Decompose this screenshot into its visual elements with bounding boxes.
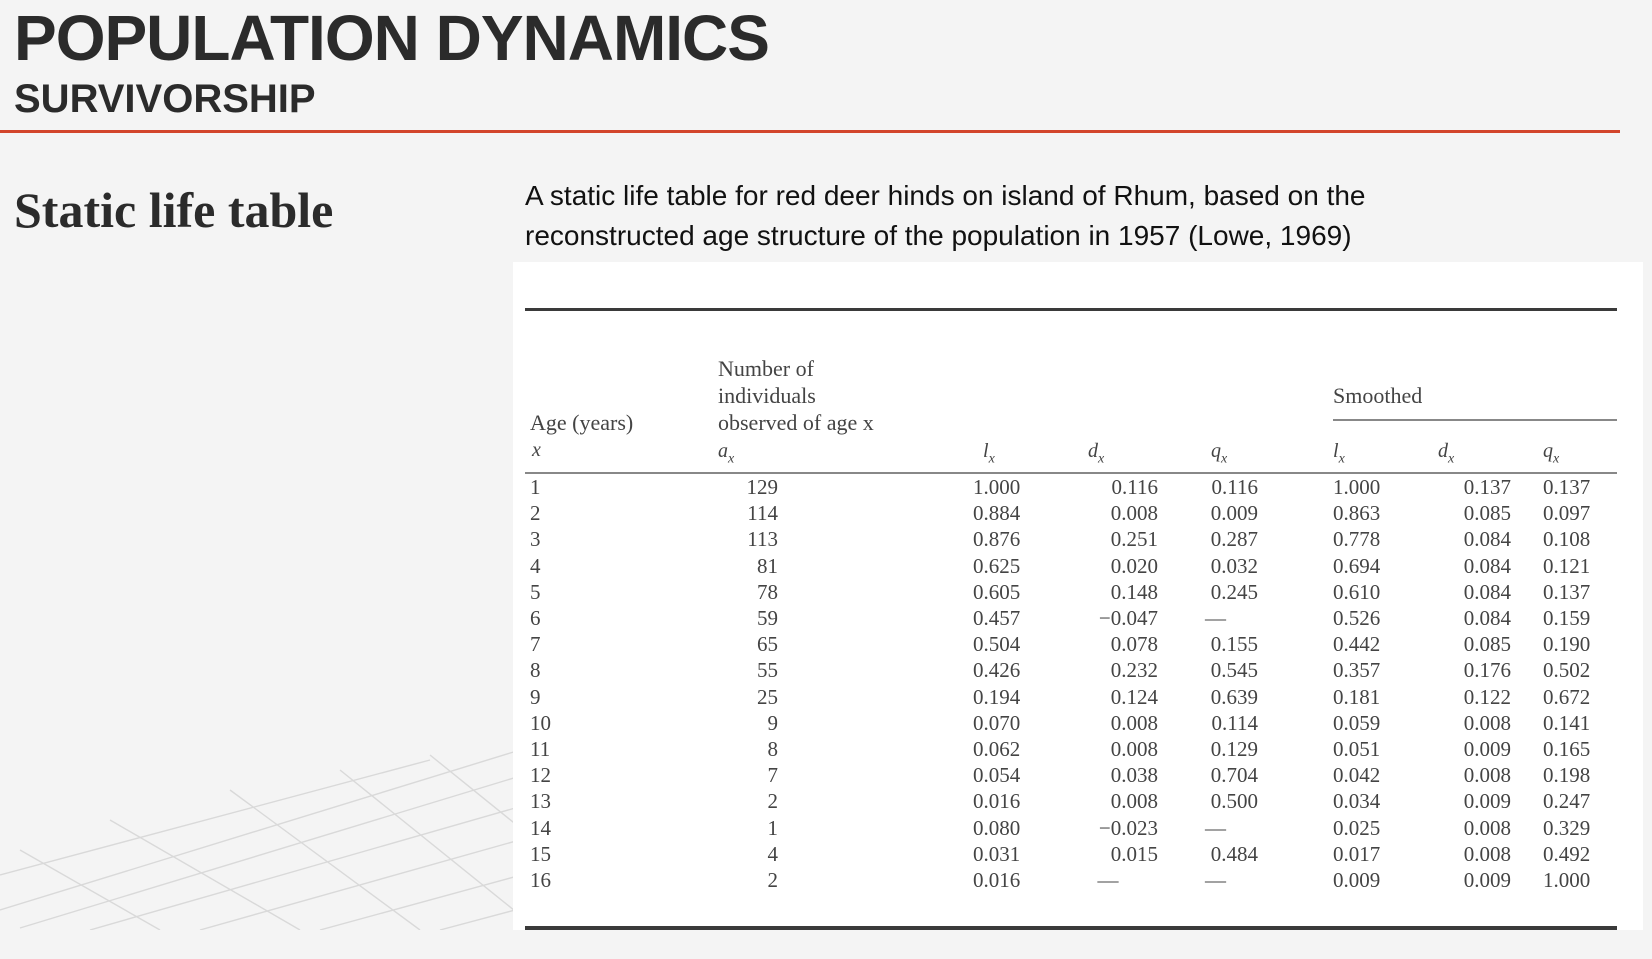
header-number-line1: Number of: [718, 356, 814, 381]
table-caption-line-1: A static life table for red deer hinds on island of Rhum, based on the: [525, 180, 1366, 211]
header-ax: [718, 437, 734, 472]
header-smoothed-qx-subscript: x: [1553, 451, 1560, 467]
cell-ax: 1: [767, 815, 778, 840]
cell-smoothed-lx: 0.778: [1333, 527, 1381, 552]
cell-qx: —: [1205, 868, 1226, 892]
cell-smoothed-dx: 0.008: [1463, 763, 1511, 788]
header-smoothed-lx-subscript: x: [1338, 451, 1345, 467]
header-ax-symbol: a: [718, 440, 728, 462]
cell-smoothed-dx: 0.008: [1463, 841, 1511, 866]
cell-age: 10: [530, 710, 551, 735]
cell-age: 7: [530, 632, 541, 657]
header-lx-subscript: x: [988, 451, 995, 467]
cell-age: 4: [530, 553, 541, 578]
cell-qx: 0.114: [1211, 710, 1258, 735]
cell-smoothed-dx: 0.008: [1463, 815, 1511, 840]
title-divider: [0, 130, 1620, 133]
header-dx-symbol: d: [1088, 440, 1098, 462]
cell-age: 11: [530, 737, 551, 761]
cell-ax: 25: [757, 684, 778, 709]
cell-age: 6: [530, 606, 541, 630]
cell-ax: 65: [757, 632, 778, 657]
cell-dx: 0.078: [1110, 632, 1158, 657]
page-title: POPULATION DYNAMICS: [14, 2, 769, 74]
cell-smoothed-dx: 0.176: [1463, 658, 1511, 683]
cell-age: 3: [530, 527, 541, 552]
cell-qx: 0.155: [1210, 632, 1258, 657]
cell-smoothed-lx: 0.694: [1333, 553, 1381, 578]
cell-lx: 1.000: [973, 475, 1021, 499]
cell-smoothed-dx: 0.084: [1463, 527, 1511, 552]
cell-smoothed-qx: 0.190: [1543, 632, 1591, 657]
cell-qx: 0.129: [1210, 737, 1258, 761]
cell-ax: 55: [757, 658, 778, 683]
cell-smoothed-lx: 0.442: [1333, 632, 1381, 657]
cell-age: 15: [530, 841, 551, 866]
header-ax-subscript: x: [728, 451, 735, 467]
cell-lx: 0.054: [973, 763, 1021, 788]
cell-smoothed-dx: 0.137: [1463, 475, 1511, 499]
cell-lx: 0.504: [973, 632, 1021, 657]
cell-ax: 81: [757, 553, 778, 578]
section-heading: Static life table: [14, 182, 334, 238]
header-lx-symbol: l: [983, 440, 989, 462]
cell-age: 2: [530, 501, 541, 526]
cell-lx: 0.884: [973, 501, 1021, 526]
cell-smoothed-qx: 0.247: [1543, 789, 1591, 814]
cell-qx: 0.500: [1210, 789, 1258, 814]
header-number-line3: observed of age x: [718, 410, 874, 435]
cell-smoothed-qx: 0.492: [1543, 841, 1591, 866]
header-smoothed-dx-symbol: d: [1438, 440, 1448, 462]
page-subtitle: SURVIVORSHIP: [14, 77, 316, 121]
smoothed-underline: [1333, 419, 1617, 421]
cell-ax: 7: [767, 763, 778, 788]
header-qx-symbol: q: [1211, 440, 1221, 462]
cell-age: 14: [530, 815, 551, 840]
cell-lx: 0.876: [973, 527, 1021, 552]
cell-smoothed-qx: 0.502: [1543, 658, 1591, 683]
cell-qx: 0.639: [1210, 684, 1258, 709]
cell-smoothed-dx: 0.009: [1463, 868, 1511, 892]
cell-smoothed-qx: 0.141: [1543, 710, 1591, 735]
header-dx-subscript: x: [1098, 451, 1105, 467]
cell-smoothed-lx: 0.059: [1333, 710, 1381, 735]
cell-qx: 0.009: [1210, 501, 1258, 526]
table-bottom-rule: [525, 926, 1617, 930]
header-number-line2: individuals: [718, 383, 816, 408]
cell-smoothed-lx: 1.000: [1333, 475, 1381, 499]
cell-smoothed-qx: 0.672: [1543, 684, 1591, 709]
cell-age: 8: [530, 658, 541, 683]
cell-lx: 0.080: [973, 815, 1021, 840]
cell-lx: 0.426: [973, 658, 1021, 683]
cell-smoothed-qx: 0.137: [1543, 579, 1591, 604]
header-smoothed-qx-symbol: q: [1543, 440, 1553, 462]
cell-smoothed-qx: 0.198: [1543, 763, 1591, 788]
cell-lx: 0.016: [973, 789, 1021, 814]
cell-lx: 0.062: [973, 737, 1021, 761]
cell-smoothed-qx: 0.121: [1543, 553, 1591, 578]
cell-dx: 0.148: [1110, 579, 1158, 604]
cell-smoothed-dx: 0.008: [1463, 710, 1511, 735]
cell-qx: 0.545: [1210, 658, 1258, 683]
header-age: Age (years): [530, 410, 634, 435]
cell-qx: 0.245: [1210, 579, 1258, 604]
cell-smoothed-qx: 0.097: [1543, 501, 1591, 526]
cell-smoothed-lx: 0.357: [1333, 658, 1381, 683]
cell-lx: 0.457: [973, 606, 1021, 630]
cell-dx: 0.008: [1110, 710, 1158, 735]
cell-smoothed-lx: 0.009: [1333, 868, 1381, 892]
header-qx-subscript: x: [1221, 451, 1228, 467]
header-smoothed-dx: [1438, 437, 1454, 472]
header-smoothed-lx: [1333, 437, 1345, 472]
cell-dx: 0.038: [1110, 763, 1158, 788]
cell-age: 13: [530, 789, 551, 814]
cell-smoothed-lx: 0.042: [1333, 763, 1381, 788]
cell-qx: 0.484: [1210, 841, 1258, 866]
life-table: [513, 262, 1643, 930]
cell-ax: 2: [767, 868, 778, 892]
cell-ax: 4: [767, 841, 778, 866]
cell-smoothed-qx: 0.108: [1543, 527, 1591, 552]
cell-smoothed-dx: 0.009: [1463, 737, 1511, 761]
cell-smoothed-dx: 0.122: [1463, 684, 1511, 709]
cell-smoothed-qx: 1.000: [1543, 868, 1591, 892]
cell-lx: 0.016: [973, 868, 1021, 892]
cell-ax: 9: [767, 710, 778, 735]
cell-smoothed-lx: 0.025: [1333, 815, 1381, 840]
header-dx: [1088, 437, 1104, 472]
cell-smoothed-dx: 0.085: [1463, 632, 1511, 657]
cell-lx: 0.605: [973, 579, 1021, 604]
cell-age: 16: [530, 868, 551, 892]
cell-smoothed-qx: 0.159: [1543, 606, 1591, 630]
cell-age: 12: [530, 763, 551, 788]
cell-ax: 78: [757, 579, 778, 604]
cell-smoothed-qx: 0.165: [1543, 737, 1591, 761]
cell-dx: 0.124: [1110, 684, 1158, 709]
cell-dx: 0.008: [1110, 501, 1158, 526]
cell-dx: 0.008: [1110, 789, 1158, 814]
cell-qx: —: [1205, 815, 1226, 840]
table-caption-line-2: reconstructed age structure of the population in 1957 (Lowe, 1969): [525, 220, 1352, 251]
cell-smoothed-qx: 0.329: [1543, 815, 1591, 840]
cell-ax: 8: [767, 737, 778, 761]
cell-smoothed-lx: 0.051: [1333, 737, 1381, 761]
cell-lx: 0.625: [973, 553, 1021, 578]
cell-smoothed-lx: 0.610: [1333, 579, 1381, 604]
cell-smoothed-lx: 0.526: [1333, 606, 1381, 630]
header-lx: [983, 437, 995, 472]
cell-age: 1: [530, 475, 541, 499]
cell-qx: 0.032: [1210, 553, 1258, 578]
cell-qx: 0.704: [1210, 763, 1258, 788]
cell-lx: 0.031: [973, 841, 1021, 866]
cell-smoothed-dx: 0.084: [1463, 579, 1511, 604]
cell-smoothed-lx: 0.863: [1333, 501, 1381, 526]
cell-lx: 0.070: [973, 710, 1021, 735]
cell-dx: 0.251: [1110, 527, 1158, 552]
cell-dx: 0.020: [1110, 553, 1158, 578]
cell-smoothed-dx: 0.084: [1463, 553, 1511, 578]
cell-dx: −0.047: [1098, 606, 1158, 630]
cell-ax: 113: [747, 527, 778, 552]
header-age-symbol: x: [532, 439, 541, 461]
cell-ax: 114: [747, 501, 778, 526]
header-qx: [1211, 437, 1227, 472]
cell-dx: 0.116: [1111, 475, 1158, 499]
header-smoothed-qx: [1543, 437, 1559, 472]
cell-smoothed-qx: 0.137: [1543, 475, 1591, 499]
cell-dx: −0.023: [1098, 815, 1158, 840]
cell-ax: 129: [746, 475, 778, 499]
cell-smoothed-dx: 0.009: [1463, 789, 1511, 814]
cell-dx: 0.008: [1110, 737, 1158, 761]
cell-lx: 0.194: [973, 684, 1021, 709]
cell-qx: —: [1205, 606, 1226, 630]
header-smoothed: Smoothed: [1333, 383, 1423, 408]
cell-age: 9: [530, 684, 541, 709]
cell-qx: 0.116: [1211, 475, 1258, 499]
cell-age: 5: [530, 579, 541, 604]
cell-dx: 0.232: [1110, 658, 1158, 683]
cell-dx: —: [1097, 868, 1119, 892]
cell-smoothed-dx: 0.085: [1463, 501, 1511, 526]
cell-ax: 59: [757, 606, 778, 630]
cell-smoothed-lx: 0.017: [1333, 841, 1381, 866]
cell-ax: 2: [767, 789, 778, 814]
table-top-rule: [525, 308, 1617, 311]
cell-dx: 0.015: [1110, 841, 1158, 866]
cell-smoothed-lx: 0.034: [1333, 789, 1381, 814]
cell-smoothed-dx: 0.084: [1463, 606, 1511, 630]
cell-smoothed-lx: 0.181: [1333, 684, 1381, 709]
cell-qx: 0.287: [1210, 527, 1258, 552]
header-smoothed-lx-symbol: l: [1333, 440, 1339, 462]
header-smoothed-dx-subscript: x: [1448, 451, 1455, 467]
decorative-floor-grid: [0, 700, 560, 930]
